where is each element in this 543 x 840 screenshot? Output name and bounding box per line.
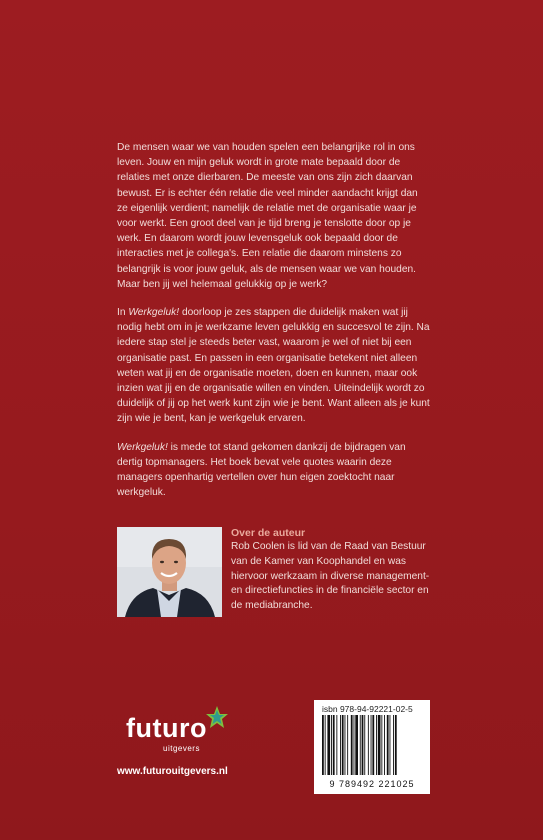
barcode-bar xyxy=(381,715,382,775)
barcode-bar xyxy=(372,715,374,775)
star-icon xyxy=(205,705,229,729)
barcode-bar xyxy=(390,715,391,775)
barcode-bar xyxy=(395,715,397,775)
barcode-bar xyxy=(333,715,335,775)
barcode-bar xyxy=(387,715,389,775)
publisher-logo xyxy=(126,705,236,753)
book-title-italic: Werkgeluk! xyxy=(117,441,168,453)
barcode-bar xyxy=(325,715,326,775)
isbn-barcode xyxy=(314,700,430,794)
blurb-paragraph-2 xyxy=(117,305,430,427)
publisher-logo-sub: uitgevers xyxy=(163,744,200,753)
barcode-bar xyxy=(336,715,337,775)
barcode-digits: 9 789492 221025 xyxy=(329,779,415,789)
barcode-bar xyxy=(327,715,330,775)
barcode-bar xyxy=(345,715,346,775)
barcode-bar xyxy=(360,715,361,775)
barcode-bar xyxy=(362,715,364,775)
barcode-bar xyxy=(384,715,385,775)
barcode-bar xyxy=(322,715,324,775)
blurb-paragraph-1: De mensen waar we van houden spelen een belangrijke rol in ons leven. Jouw en mijn geluk wordt in grote mate bepaald door de relaties met onze dierbaren. De meeste van ons zijn zich daarvan bewust. Er is echter één relatie die veel minder aandacht krijgt dan ze eigenlijk verdient; namelijk de relatie met de organisatie waar je voor werkt. Een groot deel van je tijd breng je tenslotte door op je werk. En daarom wordt jouw levensgeluk ook bepaald door de interacties met je collega's. Een relatie die daarom minstens zo belangrijk is voor jouw geluk, als de mensen waar we van houden. Maar ben jij wel helemaal gelukkig op je werk? xyxy=(117,142,418,290)
barcode-bar xyxy=(355,715,358,775)
barcode-bar xyxy=(347,715,348,775)
author-heading: Over de auteur xyxy=(231,527,306,539)
paragraph-3-rest: is mede tot stand gekomen dankzij de bijdragen van dertig topmanagers. Het boek bevat vele quotes waarin deze managers openhartig vertellen over hun eigen zoektocht naar werkgeluk. xyxy=(117,441,406,499)
publisher-logo-word: futuro xyxy=(126,713,207,743)
author-photo xyxy=(117,527,222,617)
blurb-paragraph-3 xyxy=(117,440,430,501)
paragraph-2-lead: In xyxy=(117,307,129,319)
isbn-label: isbn 978-94-92221-02-5 xyxy=(322,704,413,714)
barcode-bar xyxy=(331,715,332,775)
publisher-website: www.futurouitgevers.nl xyxy=(117,766,228,777)
barcode-bar xyxy=(393,715,394,775)
barcode-bar xyxy=(342,715,344,775)
barcode-bar xyxy=(376,715,377,775)
paragraph-2-rest: doorloop je zes stappen die duidelijk maken wat jij nodig hebt om in je werkzame leven gelukkig en succesvol te zijn. Na iedere stap stel je steeds beter vast, waarom je wel of niet bij een organisatie past. En passen in een organisatie betekent niet alleen weten wat jij en de organisatie moeten, doen en kunnen, maar ook inzien wat jij en de organisatie willen en vinden. Uiteindelijk wordt zo duidelijk of jij op het werk kunt zijn wie je bent. Want alleen als je kunt zijn wie je bent, kan je werkgeluk ervaren. xyxy=(117,307,430,425)
barcode-bar xyxy=(354,715,355,775)
barcode-bar xyxy=(364,715,365,775)
barcode-bar xyxy=(340,715,341,775)
author-bio: Rob Coolen is lid van de Raad van Bestuur van de Kamer van Koophandel en was hiervoor werkzaam in diverse management- en directiefuncties in de financiële sector en de mediabranche. xyxy=(231,541,430,612)
barcode-bar xyxy=(371,715,372,775)
barcode-bar xyxy=(368,715,369,775)
book-title-italic: Werkgeluk! xyxy=(128,307,180,319)
blurb-text xyxy=(117,140,430,513)
barcode-bar xyxy=(351,715,353,775)
barcode-bars xyxy=(320,715,424,777)
barcode-bar xyxy=(378,715,381,775)
